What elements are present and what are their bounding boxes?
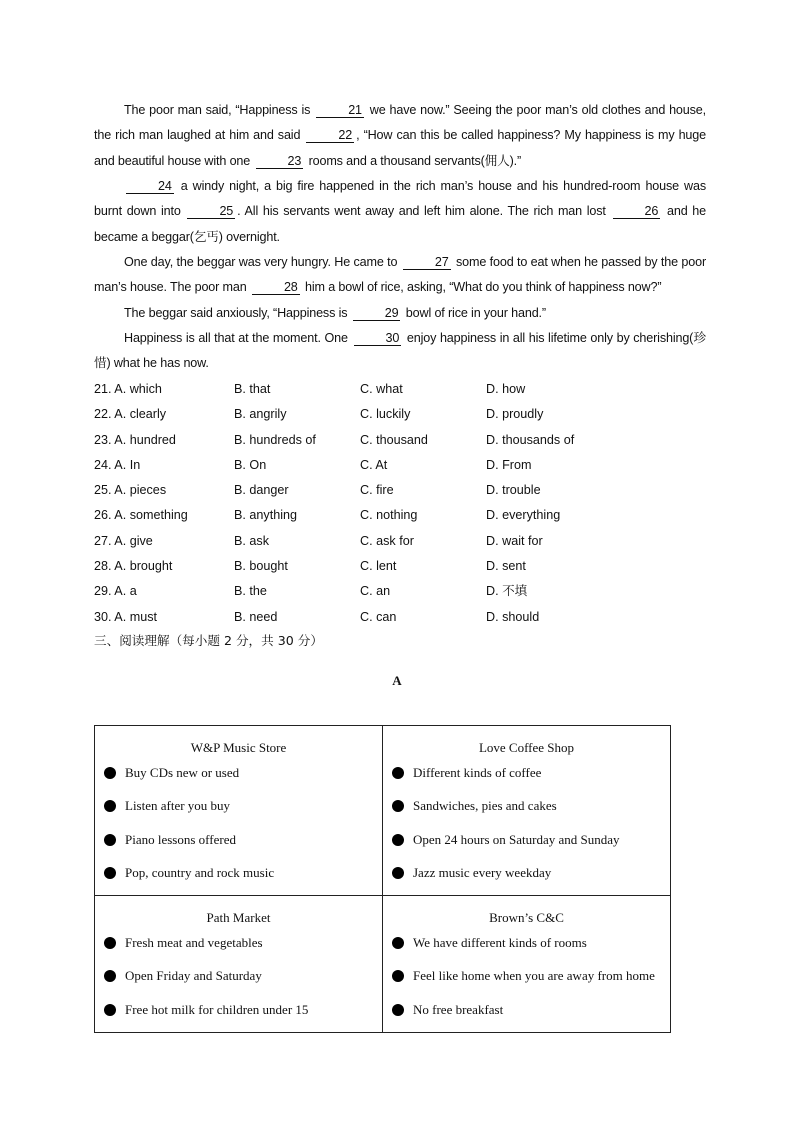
bullet-icon — [392, 937, 404, 949]
option-25-a[interactable]: 25. A. pieces — [94, 483, 167, 498]
text: The beggar said anxiously, “Happiness is — [124, 306, 351, 320]
answer-options — [94, 377, 714, 630]
option-24-b[interactable]: B. On — [234, 457, 267, 472]
option-27-a[interactable]: 27. A. give — [94, 533, 153, 548]
option-23-d[interactable]: D. thousands of — [486, 432, 575, 447]
option-26-d[interactable]: D. everything — [486, 508, 561, 523]
option-22-c[interactable]: C. luckily — [360, 407, 411, 422]
list-item: Pop, country and rock music — [95, 862, 382, 895]
passage-paragraph-2 — [94, 174, 706, 250]
text: The poor man said, “Happiness is — [124, 103, 315, 117]
text: some food to eat when he passed by the poor man’s house. The poor man — [94, 255, 707, 295]
question-30-options — [94, 605, 714, 630]
ad-title: Brown’s C&C — [489, 910, 564, 926]
bullet-icon — [104, 867, 116, 879]
question-27-options — [94, 529, 714, 554]
text: rooms and a thousand servants(佣人).” — [305, 153, 522, 168]
ad-path-market — [95, 896, 383, 1033]
question-24-options — [94, 453, 714, 478]
list-item: Sandwiches, pies and cakes — [383, 795, 670, 828]
option-30-b[interactable]: B. need — [234, 609, 278, 624]
list-item: Buy CDs new or used — [95, 762, 382, 795]
passage-paragraph-5 — [94, 326, 706, 377]
blank-21[interactable]: 21 — [316, 103, 364, 118]
option-29-d[interactable]: D. 不填 — [486, 584, 528, 599]
list-item: Piano lessons offered — [95, 829, 382, 862]
option-21-d[interactable]: D. how — [486, 382, 526, 396]
option-26-a[interactable]: 26. A. something — [94, 508, 188, 523]
question-25-options — [94, 478, 714, 503]
bullet-icon — [392, 767, 404, 779]
text: a windy night, a big fire happened in the rich man’s house and his hundred-room house was burnt down into — [94, 179, 706, 219]
option-26-b[interactable]: B. anything — [234, 508, 298, 523]
question-21-options — [94, 377, 714, 402]
bullet-icon — [392, 834, 404, 846]
text: Happiness is all that at the moment. One — [124, 331, 352, 345]
option-21-b[interactable]: B. that — [234, 382, 271, 396]
option-28-d[interactable]: D. sent — [486, 559, 526, 574]
option-25-b[interactable]: B. danger — [234, 483, 289, 498]
list-item: Free hot milk for children under 15 — [95, 999, 382, 1032]
blank-22[interactable]: 22 — [306, 128, 354, 143]
ad-title: W&P Music Store — [190, 740, 287, 755]
passage-paragraph-3 — [94, 250, 706, 301]
option-29-c[interactable]: C. an — [360, 584, 391, 599]
ad-title: Love Coffee Shop — [478, 740, 575, 755]
blank-28[interactable]: 28 — [252, 280, 300, 295]
list-item: Different kinds of coffee — [383, 762, 670, 795]
text: we have now.” Seeing the poor man’s old clothes and house, the rich man laughed at him and said — [94, 103, 706, 143]
option-27-c[interactable]: C. ask for — [360, 533, 414, 548]
question-29-options — [94, 579, 714, 604]
list-item: Open Friday and Saturday — [95, 965, 382, 998]
ad-title: Path Market — [206, 910, 271, 926]
option-21-a[interactable]: 21. A. which — [94, 382, 162, 396]
option-27-b[interactable]: B. ask — [234, 533, 269, 548]
text: enjoy happiness in all his lifetime only by cherishing(珍惜) what he has now. — [94, 331, 707, 371]
list-item: Open 24 hours on Saturday and Sunday — [383, 829, 670, 862]
bullet-icon — [104, 970, 116, 982]
option-24-d[interactable]: D. From — [486, 457, 532, 472]
option-24-a[interactable]: 24. A. In — [94, 457, 141, 472]
passage-paragraph-1 — [94, 98, 706, 174]
section-title: 三、阅读理解（每小题 2 分，共 30 分） — [94, 633, 323, 648]
blank-24[interactable]: 24 — [126, 179, 174, 194]
text: . All his servants went away and left him alone. The rich man lost — [237, 204, 611, 219]
text: and he became a beggar(乞丐) overnight. — [94, 204, 707, 244]
list-item: Fresh meat and vegetables — [95, 932, 382, 965]
blank-26[interactable]: 26 — [613, 204, 661, 219]
option-28-c[interactable]: C. lent — [360, 559, 397, 574]
option-23-c[interactable]: C. thousand — [360, 432, 428, 447]
bullet-icon — [104, 800, 116, 812]
blank-23[interactable]: 23 — [256, 154, 304, 169]
option-22-b[interactable]: B. angrily — [234, 407, 287, 422]
ad-music-store — [95, 726, 383, 896]
option-27-d[interactable]: D. wait for — [486, 533, 543, 548]
list-item: No free breakfast — [383, 999, 670, 1032]
blank-30[interactable]: 30 — [354, 331, 402, 346]
question-23-options — [94, 428, 714, 453]
question-22-options — [94, 402, 714, 427]
option-28-b[interactable]: B. bought — [234, 559, 288, 574]
option-23-a[interactable]: 23. A. hundred — [94, 432, 176, 447]
list-item: We have different kinds of rooms — [383, 932, 670, 965]
option-30-a[interactable]: 30. A. must — [94, 609, 157, 624]
bullet-icon — [104, 834, 116, 846]
text: him a bowl of rice, asking, “What do you think of happiness now?” — [301, 280, 662, 295]
bullet-icon — [104, 1004, 116, 1016]
option-22-a[interactable]: 22. A. clearly — [94, 407, 167, 422]
bullet-icon — [392, 970, 404, 982]
option-23-b[interactable]: B. hundreds of — [234, 432, 316, 447]
option-25-c[interactable]: C. fire — [360, 483, 394, 498]
text: , “How can this be called happiness? My happiness is my huge and beautiful house with one — [94, 128, 706, 168]
ad-browns-cc — [383, 896, 671, 1033]
list-item: Jazz music every weekday — [383, 862, 670, 895]
option-28-a[interactable]: 28. A. brought — [94, 559, 173, 574]
bullet-icon — [392, 800, 404, 812]
question-28-options — [94, 554, 714, 579]
blank-25[interactable]: 25 — [187, 204, 235, 219]
blank-29[interactable]: 29 — [353, 306, 401, 321]
ad-coffee-shop — [383, 726, 671, 896]
option-24-c[interactable]: C. At — [360, 457, 388, 472]
option-25-d[interactable]: D. trouble — [486, 483, 541, 498]
passage-paragraph-4 — [94, 301, 706, 326]
list-item: Listen after you buy — [95, 795, 382, 828]
bullet-icon — [392, 867, 404, 879]
bullet-icon — [104, 937, 116, 949]
option-29-a[interactable]: 29. A. a — [94, 584, 137, 599]
option-22-d[interactable]: D. proudly — [486, 407, 544, 422]
bullet-icon — [392, 1004, 404, 1016]
text: bowl of rice in your hand.” — [402, 306, 546, 320]
option-30-c[interactable]: C. can — [360, 609, 397, 624]
list-item: Feel like home when you are away from home — [383, 965, 670, 998]
ads-table — [94, 725, 671, 1033]
option-26-c[interactable]: C. nothing — [360, 508, 418, 523]
question-26-options — [94, 503, 714, 528]
option-21-c[interactable]: C. what — [360, 382, 403, 396]
blank-27[interactable]: 27 — [403, 255, 451, 270]
part-label: A — [392, 673, 402, 688]
option-29-b[interactable]: B. the — [234, 584, 267, 599]
bullet-icon — [104, 767, 116, 779]
option-30-d[interactable]: D. should — [486, 609, 540, 624]
text: One day, the beggar was very hungry. He came to — [124, 255, 401, 269]
